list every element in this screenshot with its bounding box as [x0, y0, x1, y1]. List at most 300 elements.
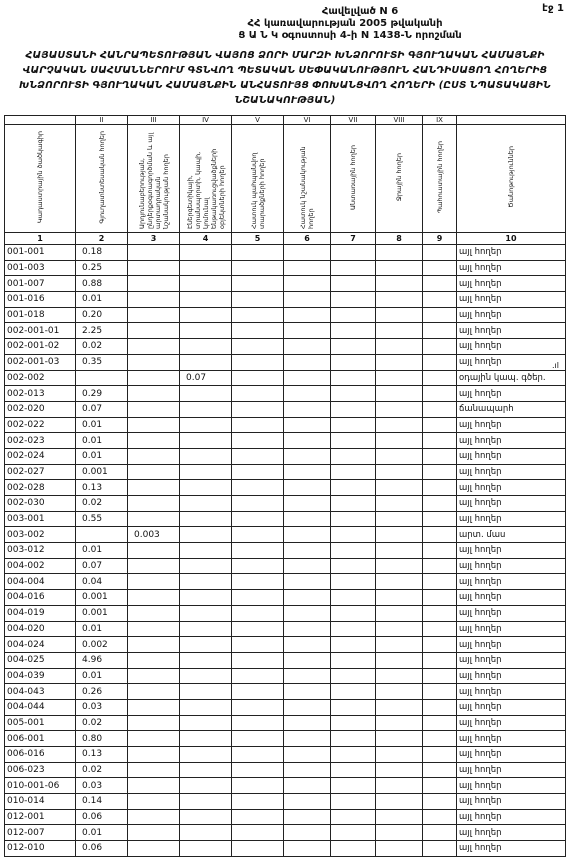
- note-cell: այլ հողեր: [457, 621, 566, 637]
- agricultural-land-cell: 0.01: [76, 433, 128, 449]
- table-row: [5, 354, 566, 370]
- infrastructure-land-cell: [180, 684, 232, 700]
- reserve-land-cell: [423, 386, 457, 402]
- infrastructure-land-cell: [180, 417, 232, 433]
- table-row: [5, 433, 566, 449]
- note-cell: այլ հողեր: [457, 684, 566, 700]
- water-land-cell: [376, 323, 423, 339]
- forest-land-cell: [331, 480, 376, 496]
- infrastructure-land-cell: [180, 809, 232, 825]
- agricultural-land-cell: 0.01: [76, 292, 128, 308]
- agricultural-land-cell: 0.02: [76, 762, 128, 778]
- infrastructure-land-cell: [180, 825, 232, 841]
- table-row: [5, 574, 566, 590]
- table-row: [5, 637, 566, 653]
- reserve-land-cell: [423, 401, 457, 417]
- forest-land-cell: [331, 323, 376, 339]
- column-header-text: Հատուկ պահպանվող տարածքների հողեր: [249, 152, 266, 229]
- special-land-cell: [284, 464, 331, 480]
- table-row: [5, 652, 566, 668]
- forest-land-cell: [331, 276, 376, 292]
- agricultural-land-cell: 0.02: [76, 496, 128, 512]
- column-header-text: Ծանոթություններ: [507, 146, 515, 208]
- forest-land-cell: [331, 731, 376, 747]
- infrastructure-land-cell: [180, 260, 232, 276]
- table-row: [5, 684, 566, 700]
- special-land-cell: [284, 339, 331, 355]
- cadastral-code-cell: 002-002: [5, 370, 76, 386]
- note-cell: այլ հողեր: [457, 699, 566, 715]
- industrial-land-cell: [128, 652, 180, 668]
- reserve-land-cell: [423, 276, 457, 292]
- protected-land-cell: [232, 684, 284, 700]
- forest-land-cell: [331, 668, 376, 684]
- agricultural-land-cell: 0.001: [76, 605, 128, 621]
- water-land-cell: [376, 605, 423, 621]
- header-government-line: ՀՀ կառավարության 2005 թվականի: [247, 18, 443, 29]
- roman-numeral-cell: VI: [284, 116, 331, 125]
- protected-land-cell: [232, 386, 284, 402]
- infrastructure-land-cell: [180, 778, 232, 794]
- cadastral-code-cell: 002-023: [5, 433, 76, 449]
- industrial-land-cell: [128, 621, 180, 637]
- cadastral-code-cell: 010-014: [5, 794, 76, 810]
- column-header: [5, 125, 76, 233]
- note-cell: այլ հողեր: [457, 809, 566, 825]
- protected-land-cell: [232, 307, 284, 323]
- infrastructure-land-cell: [180, 527, 232, 543]
- infrastructure-land-cell: [180, 386, 232, 402]
- table-row: [5, 543, 566, 559]
- special-land-cell: [284, 621, 331, 637]
- protected-land-cell: [232, 825, 284, 841]
- note-cell: այլ հողեր: [457, 731, 566, 747]
- reserve-land-cell: [423, 668, 457, 684]
- reserve-land-cell: [423, 480, 457, 496]
- special-land-cell: [284, 699, 331, 715]
- industrial-land-cell: [128, 574, 180, 590]
- reserve-land-cell: [423, 699, 457, 715]
- industrial-land-cell: [128, 496, 180, 512]
- cadastral-code-cell: 004-016: [5, 590, 76, 606]
- agricultural-land-cell: 0.01: [76, 448, 128, 464]
- protected-land-cell: [232, 668, 284, 684]
- cadastral-code-cell: 002-001-03: [5, 354, 76, 370]
- water-land-cell: [376, 245, 423, 261]
- table-row: [5, 605, 566, 621]
- margin-mark: .ıl: [552, 361, 559, 370]
- industrial-land-cell: [128, 590, 180, 606]
- industrial-land-cell: [128, 323, 180, 339]
- note-cell: այլ հողեր: [457, 260, 566, 276]
- column-header: [376, 125, 423, 233]
- table-row: [5, 794, 566, 810]
- agricultural-land-cell: 0.001: [76, 464, 128, 480]
- special-land-cell: [284, 762, 331, 778]
- industrial-land-cell: [128, 794, 180, 810]
- industrial-land-cell: [128, 809, 180, 825]
- note-cell: այլ հողեր: [457, 292, 566, 308]
- infrastructure-land-cell: [180, 401, 232, 417]
- infrastructure-land-cell: [180, 841, 232, 857]
- roman-numeral-cell: VIII: [376, 116, 423, 125]
- agricultural-land-cell: 0.002: [76, 637, 128, 653]
- note-cell: ճանապարհ: [457, 401, 566, 417]
- column-header: [128, 125, 180, 233]
- agricultural-land-cell: 0.20: [76, 307, 128, 323]
- protected-land-cell: [232, 574, 284, 590]
- table-row: [5, 809, 566, 825]
- note-cell: այլ հողեր: [457, 794, 566, 810]
- industrial-land-cell: [128, 292, 180, 308]
- protected-land-cell: [232, 543, 284, 559]
- water-land-cell: [376, 558, 423, 574]
- cadastral-code-cell: 001-018: [5, 307, 76, 323]
- protected-land-cell: [232, 778, 284, 794]
- special-land-cell: [284, 260, 331, 276]
- agricultural-land-cell: 0.13: [76, 480, 128, 496]
- column-number: 3: [128, 233, 180, 245]
- forest-land-cell: [331, 841, 376, 857]
- agricultural-land-cell: 0.07: [76, 401, 128, 417]
- protected-land-cell: [232, 809, 284, 825]
- infrastructure-land-cell: [180, 574, 232, 590]
- table-row: [5, 386, 566, 402]
- infrastructure-land-cell: [180, 448, 232, 464]
- cadastral-code-cell: 004-004: [5, 574, 76, 590]
- special-land-cell: [284, 276, 331, 292]
- column-header: [284, 125, 331, 233]
- column-header-text: Ջրային հողեր: [395, 152, 403, 202]
- cadastral-code-cell: 002-013: [5, 386, 76, 402]
- infrastructure-land-cell: [180, 339, 232, 355]
- forest-land-cell: [331, 590, 376, 606]
- note-cell: այլ հողեր: [457, 825, 566, 841]
- note-cell: այլ հողեր: [457, 543, 566, 559]
- table-row: [5, 370, 566, 386]
- water-land-cell: [376, 401, 423, 417]
- roman-numeral-cell: VII: [331, 116, 376, 125]
- note-cell: այլ հողեր: [457, 386, 566, 402]
- industrial-land-cell: [128, 480, 180, 496]
- agricultural-land-cell: 0.29: [76, 386, 128, 402]
- special-land-cell: [284, 809, 331, 825]
- industrial-land-cell: [128, 260, 180, 276]
- cadastral-code-cell: 006-016: [5, 747, 76, 763]
- infrastructure-land-cell: [180, 590, 232, 606]
- special-land-cell: [284, 386, 331, 402]
- reserve-land-cell: [423, 637, 457, 653]
- special-land-cell: [284, 527, 331, 543]
- reserve-land-cell: [423, 307, 457, 323]
- reserve-land-cell: [423, 527, 457, 543]
- special-land-cell: [284, 354, 331, 370]
- note-cell: այլ հողեր: [457, 762, 566, 778]
- water-land-cell: [376, 370, 423, 386]
- infrastructure-land-cell: [180, 276, 232, 292]
- cadastral-code-cell: 004-020: [5, 621, 76, 637]
- reserve-land-cell: [423, 794, 457, 810]
- reserve-land-cell: [423, 841, 457, 857]
- protected-land-cell: [232, 715, 284, 731]
- infrastructure-land-cell: [180, 433, 232, 449]
- agricultural-land-cell: [76, 370, 128, 386]
- note-cell: օդային կապ. գծեր.: [457, 370, 566, 386]
- forest-land-cell: [331, 574, 376, 590]
- reserve-land-cell: [423, 448, 457, 464]
- agricultural-land-cell: [76, 527, 128, 543]
- roman-numeral-cell: IX: [423, 116, 457, 125]
- special-land-cell: [284, 778, 331, 794]
- forest-land-cell: [331, 354, 376, 370]
- note-cell: այլ հողեր: [457, 307, 566, 323]
- protected-land-cell: [232, 496, 284, 512]
- protected-land-cell: [232, 323, 284, 339]
- water-land-cell: [376, 480, 423, 496]
- industrial-land-cell: [128, 778, 180, 794]
- protected-land-cell: [232, 401, 284, 417]
- document-title: [0, 48, 570, 108]
- cadastral-code-cell: 002-001-01: [5, 323, 76, 339]
- reserve-land-cell: [423, 652, 457, 668]
- cadastral-code-cell: 002-020: [5, 401, 76, 417]
- table-row: [5, 590, 566, 606]
- water-land-cell: [376, 699, 423, 715]
- forest-land-cell: [331, 401, 376, 417]
- protected-land-cell: [232, 370, 284, 386]
- column-header: [423, 125, 457, 233]
- column-number: 4: [180, 233, 232, 245]
- water-land-cell: [376, 496, 423, 512]
- note-cell: այլ հողեր: [457, 339, 566, 355]
- water-land-cell: [376, 747, 423, 763]
- infrastructure-land-cell: [180, 307, 232, 323]
- reserve-land-cell: [423, 245, 457, 261]
- water-land-cell: [376, 448, 423, 464]
- cadastral-code-cell: 002-027: [5, 464, 76, 480]
- industrial-land-cell: [128, 558, 180, 574]
- agricultural-land-cell: 0.03: [76, 778, 128, 794]
- water-land-cell: [376, 354, 423, 370]
- reserve-land-cell: [423, 825, 457, 841]
- cadastral-code-cell: 010-001-06: [5, 778, 76, 794]
- infrastructure-land-cell: [180, 762, 232, 778]
- table-row: [5, 480, 566, 496]
- infrastructure-land-cell: [180, 323, 232, 339]
- special-land-cell: [284, 841, 331, 857]
- cadastral-code-cell: 003-012: [5, 543, 76, 559]
- water-land-cell: [376, 386, 423, 402]
- table-row: [5, 292, 566, 308]
- forest-land-cell: [331, 825, 376, 841]
- note-cell: այլ հողեր: [457, 480, 566, 496]
- infrastructure-land-cell: [180, 637, 232, 653]
- header-annex-line: Հավելված N 6: [321, 6, 399, 17]
- special-land-cell: [284, 668, 331, 684]
- reserve-land-cell: [423, 574, 457, 590]
- special-land-cell: [284, 307, 331, 323]
- infrastructure-land-cell: [180, 652, 232, 668]
- table-row: [5, 527, 566, 543]
- table-row: [5, 731, 566, 747]
- table-row: [5, 825, 566, 841]
- water-land-cell: [376, 417, 423, 433]
- column-number-row: [5, 233, 566, 245]
- table-row: [5, 307, 566, 323]
- water-land-cell: [376, 652, 423, 668]
- column-header: [76, 125, 128, 233]
- forest-land-cell: [331, 762, 376, 778]
- water-land-cell: [376, 621, 423, 637]
- water-land-cell: [376, 762, 423, 778]
- infrastructure-land-cell: [180, 747, 232, 763]
- forest-land-cell: [331, 307, 376, 323]
- protected-land-cell: [232, 448, 284, 464]
- column-header: [180, 125, 232, 233]
- column-header: [232, 125, 284, 233]
- agricultural-land-cell: 2.25: [76, 323, 128, 339]
- special-land-cell: [284, 417, 331, 433]
- column-header-text: Պահուստային հողեր: [435, 140, 444, 214]
- water-land-cell: [376, 276, 423, 292]
- water-land-cell: [376, 841, 423, 857]
- cadastral-code-cell: 012-010: [5, 841, 76, 857]
- reserve-land-cell: [423, 496, 457, 512]
- cadastral-code-cell: 004-039: [5, 668, 76, 684]
- cadastral-code-cell: 001-003: [5, 260, 76, 276]
- agricultural-land-cell: 0.80: [76, 731, 128, 747]
- industrial-land-cell: [128, 511, 180, 527]
- forest-land-cell: [331, 621, 376, 637]
- agricultural-land-cell: 0.26: [76, 684, 128, 700]
- column-header-text: Գյուղատնտեսական հողեր: [97, 130, 106, 224]
- cadastral-code-cell: 006-001: [5, 731, 76, 747]
- special-land-cell: [284, 496, 331, 512]
- column-header-text: Անտառային հողեր: [349, 144, 357, 210]
- forest-land-cell: [331, 511, 376, 527]
- agricultural-land-cell: 0.01: [76, 543, 128, 559]
- agricultural-land-cell: 0.01: [76, 417, 128, 433]
- cadastral-code-cell: 002-022: [5, 417, 76, 433]
- special-land-cell: [284, 448, 331, 464]
- water-land-cell: [376, 668, 423, 684]
- note-cell: այլ հողեր: [457, 464, 566, 480]
- water-land-cell: [376, 511, 423, 527]
- table-row: [5, 401, 566, 417]
- note-cell: այլ հողեր: [457, 276, 566, 292]
- industrial-land-cell: [128, 637, 180, 653]
- industrial-land-cell: [128, 307, 180, 323]
- roman-numeral-cell: V: [232, 116, 284, 125]
- industrial-land-cell: [128, 433, 180, 449]
- note-cell: այլ հողեր: [457, 511, 566, 527]
- agricultural-land-cell: 0.14: [76, 794, 128, 810]
- note-cell: այլ հողեր: [457, 245, 566, 261]
- forest-land-cell: [331, 386, 376, 402]
- forest-land-cell: [331, 605, 376, 621]
- special-land-cell: [284, 684, 331, 700]
- industrial-land-cell: [128, 699, 180, 715]
- cadastral-code-cell: 006-023: [5, 762, 76, 778]
- special-land-cell: [284, 558, 331, 574]
- water-land-cell: [376, 731, 423, 747]
- infrastructure-land-cell: [180, 715, 232, 731]
- industrial-land-cell: [128, 684, 180, 700]
- agricultural-land-cell: 0.06: [76, 809, 128, 825]
- table-row: [5, 339, 566, 355]
- special-land-cell: [284, 652, 331, 668]
- reserve-land-cell: [423, 370, 457, 386]
- agricultural-land-cell: 0.02: [76, 715, 128, 731]
- industrial-land-cell: [128, 731, 180, 747]
- protected-land-cell: [232, 590, 284, 606]
- infrastructure-land-cell: [180, 668, 232, 684]
- column-header: [331, 125, 376, 233]
- agricultural-land-cell: 0.07: [76, 558, 128, 574]
- infrastructure-land-cell: [180, 464, 232, 480]
- reserve-land-cell: [423, 684, 457, 700]
- protected-land-cell: [232, 841, 284, 857]
- infrastructure-land-cell: [180, 511, 232, 527]
- column-number: 6: [284, 233, 331, 245]
- protected-land-cell: [232, 605, 284, 621]
- table-row: [5, 245, 566, 261]
- reserve-land-cell: [423, 558, 457, 574]
- forest-land-cell: [331, 778, 376, 794]
- water-land-cell: [376, 260, 423, 276]
- cadastral-code-cell: 002-001-02: [5, 339, 76, 355]
- water-land-cell: [376, 809, 423, 825]
- roman-numeral-cell: III: [128, 116, 180, 125]
- note-cell: այլ հողեր: [457, 558, 566, 574]
- protected-land-cell: [232, 731, 284, 747]
- title-line-4: ՆՇԱՆԱԿՈՒԹՅԱՆ): [234, 95, 336, 106]
- reserve-land-cell: [423, 354, 457, 370]
- title-line-3: ԽՆՁՈՐՈՒՏԻ ԳՅՈՒՂԱԿԱՆ ՀԱՄԱՅՆՔԻՆ ԱՆՀԱՏՈՒՅՑ ՓՈԽԱՆՑՎՈՂ ՀՈՂԵՐԻ (ԸՍՏ ՆՊԱՏԱԿԱՅԻՆ: [19, 80, 551, 91]
- cadastral-code-cell: 004-002: [5, 558, 76, 574]
- forest-land-cell: [331, 558, 376, 574]
- protected-land-cell: [232, 276, 284, 292]
- protected-land-cell: [232, 747, 284, 763]
- protected-land-cell: [232, 260, 284, 276]
- note-cell: այլ հողեր: [457, 354, 566, 370]
- agricultural-land-cell: 0.001: [76, 590, 128, 606]
- industrial-land-cell: 0.003: [128, 527, 180, 543]
- agricultural-land-cell: 4.96: [76, 652, 128, 668]
- reserve-land-cell: [423, 605, 457, 621]
- protected-land-cell: [232, 621, 284, 637]
- water-land-cell: [376, 778, 423, 794]
- table-row: [5, 511, 566, 527]
- cadastral-code-cell: 001-016: [5, 292, 76, 308]
- special-land-cell: [284, 715, 331, 731]
- forest-land-cell: [331, 417, 376, 433]
- infrastructure-land-cell: [180, 794, 232, 810]
- table-row: [5, 841, 566, 857]
- reserve-land-cell: [423, 809, 457, 825]
- forest-land-cell: [331, 370, 376, 386]
- infrastructure-land-cell: [180, 292, 232, 308]
- page-number: էջ 1: [542, 3, 564, 14]
- water-land-cell: [376, 637, 423, 653]
- infrastructure-land-cell: [180, 699, 232, 715]
- table-row: [5, 668, 566, 684]
- cadastral-code-cell: 004-025: [5, 652, 76, 668]
- reserve-land-cell: [423, 590, 457, 606]
- table-row: [5, 715, 566, 731]
- water-land-cell: [376, 684, 423, 700]
- reserve-land-cell: [423, 543, 457, 559]
